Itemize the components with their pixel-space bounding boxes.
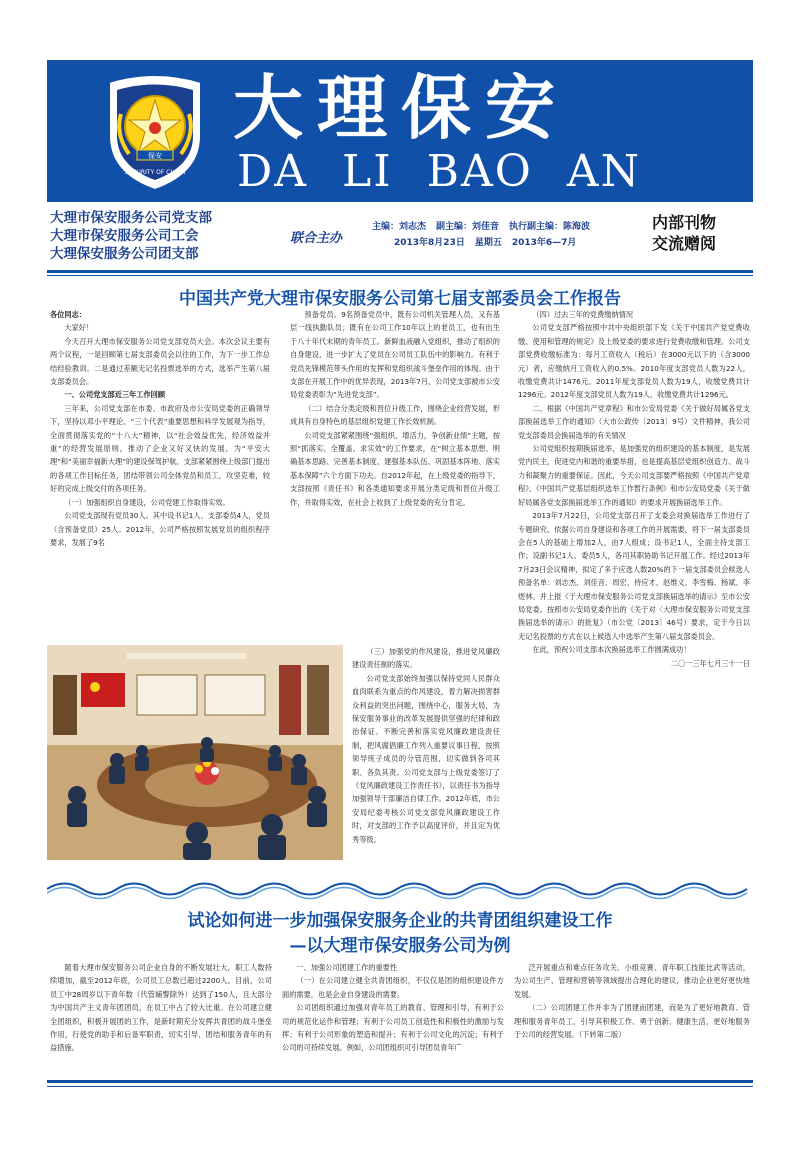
paragraph: （一）加强组织自身建设，公司党建工作取得实效。 (64, 497, 230, 507)
internal-publication: 内部刊物 (652, 213, 717, 232)
internal-notice (652, 212, 716, 254)
article1-column-3 (518, 308, 750, 866)
paragraph: （二）公司团建工作并非为了团建而团建，而是为了更好地教育、管理和服务青年员工，引导其积极工作、勇于创新、健康生活，更好地服务于公司的经营发展。（下转第二版） (514, 1003, 750, 1040)
article1-column-2-top (290, 308, 500, 643)
paragraph: 公司党支部现有党员30人。其中设书记1人、支部委员4人，党员（含预备党员）25人。2012年，公司严格按照发展党员的组织程序要求，发展了9名 (50, 511, 270, 547)
paragraph: 一、公司党支部近三年工作回顾 (64, 390, 166, 400)
masthead-title: 大理保安 (233, 67, 569, 149)
footer-divider (47, 1080, 753, 1083)
paragraph: 大家好！ (64, 323, 94, 333)
paragraph: 公司团组织通过加强对青年员工的教育、管理和引导，有利于公司的规范化运作和管理；有利于公司员工创造性和积极性的激励与发挥；有利于公司形象的塑造和提升；有利于公司文化的沉淀；有利于公司的可持续发展。例如，公司团组织可引导团员青年广 (282, 1003, 504, 1053)
article2-column-3 (514, 961, 750, 1069)
paragraph: 泛开展重点和难点任务攻关、小组竞赛、青年职工技能比武等活动，为公司生产、管理和营销等领域提出合理化的建议，推动企业更好更快地发展。 (514, 963, 750, 999)
exchange-gift: 交流赠阅 (652, 234, 717, 253)
article2-column-1 (50, 961, 272, 1069)
paragraph: （三）加强党的作风建设，推进党风廉政建设责任制的落实。 (352, 647, 500, 670)
paragraph: 随着大理市保安服务公司企业自身的不断发展壮大，职工人数持续增加，截至2012年底，公司员工总数已超过2200人。目前，公司员工中28周岁以下青年数（代管辅警除外）达到了150人，且大部分为中国共产主义青年团团员，在员工中占了较大比重。在公司建立健全团组织，积极开展团的工作，是新时期充分发挥共青团的战斗堡垒作用，行使党的助手和后备军职责，切实引导、团结和服务青年的有益措施。 (50, 963, 272, 1053)
article1-column-1 (50, 308, 270, 640)
paragraph: 二〇一三年七月三十一日 (670, 658, 750, 668)
article2-title: 试论如何进一步加强保安服务企业的共青团组织建设工作 (187, 911, 613, 931)
editorial-credits (372, 219, 632, 251)
issue-period: 2013年6—7月 (511, 238, 577, 248)
paragraph: 预备党员。9名预备党员中，既有公司机关管理人员，又有基层一线执勤队员；既有在公司工作10年以上的老员工，也有出生于八十年代末期的青年员工。新鲜血液融入党组织，推动了组织的自身建设，进一步扩大了党员在公司员工队伍中的影响力。有利于党员先锋模范带头作用的发挥和党组织战斗堡垒作用的体现。由于支部在开展工作中的优异表现，2013年7月，公司党支部被市公安局党委表彰为“先进党支部”。 (290, 310, 500, 400)
article2-column-2 (282, 961, 504, 1069)
paragraph: （二）结合分类定级和晋位升级工作，围绕企业经营发展，形成具有自身特色的基层组织党建工作长效机制。 (290, 403, 500, 427)
paragraph: 公司党组织按期换届选举，是加强党的组织建设的基本制度，是发展党内民主，促进党内和谐的重要举措，也是提高基层党组织创造力、战斗力和凝聚力的重要保证。因此，今天公司支部要严格按照《中国共产党章程》、《中国共产党基层组织选举工作暂行条例》和市公安局党委《关于做好局属各党支部换届选举工作的通知》的要求开展换届选举工作。 (518, 444, 750, 507)
host-youth-league: 大理保安服务公司团支部 (50, 246, 199, 262)
paragraph: 各位同志： (50, 310, 86, 319)
host-organizations (50, 209, 285, 263)
paragraph: 今天召开大理市保安服务公司党支部党员大会。本次会议主要有两个议程，一是回顾第七届支部委员会以往的工作，为下一步工作总结经验教训。二是通过差额无记名投票选举的方式，选举产生第八届支部委员会。 (50, 336, 270, 387)
article1-column-2-bottom (352, 645, 500, 870)
wave-divider-icon (47, 878, 753, 900)
badge-label: 保安 (148, 152, 162, 160)
paragraph: 公司党支部紧紧围绕“强组织、增活力，争创新业绩”主题，按照“抓落实、全覆盖、求实效”的工作要求，在“树立基本思想、明确基本思路、完善基本制度、建强基本队伍、巩固基本阵地、落实基本保障”六个方面下功夫。自2012年起，在上级党委的指导下，支部按照《责任书》和各类通知要求开展分类定级和晋位升级工作，并取得实效，在社会上收到了上级党委的充分肯定。 (290, 430, 500, 507)
host-party-branch: 大理市保安服务公司党支部 (50, 210, 212, 226)
masthead-pinyin: DA LI BAO AN (237, 146, 642, 197)
paragraph: 公司党支部始终加强以保持党同人民群众血肉联系为重点的作风建设，着力解决损害群众利益的突出问题，围绕中心，服务大局，为保安服务事业的改革发展提供坚强的纪律和政治保证。不断完善和落实党风廉政建设责任制，把风腐倡廉工作列入重要议事日程，按照领导班子成员的分管范围，切实做到各司其职、各负其责。公司党支部与上级党委签订了《党风廉政建设工作责任书》，以责任书为指导加强领导干部廉洁自律工作。2012年底，市公安局纪委考核公司党支部党风廉政建设工作时，对支部的工作予以高度评价，并且定为优秀等级。 (352, 673, 500, 844)
joint-host-label: 联合主办 (290, 231, 343, 246)
issue-weekday: 星期五 (474, 238, 502, 248)
deputy-editor: 副主编：刘佳音 (436, 222, 500, 232)
meeting-photo (47, 645, 343, 860)
header-divider (47, 270, 753, 273)
badge-text: SECURITY OF CHINA (124, 169, 186, 176)
security-badge-icon (95, 74, 215, 192)
paragraph: 二、根据《中国共产党章程》和市公安局党委《关于做好局属各党支部换届选举工作的通知》（大市公政传〔2013〕9号）文件精神，我公司党支部委员会换届选举的有关情况 (518, 403, 750, 440)
paragraph: 在此，预祝公司支部本次换届选举工作圆满成功！ (532, 645, 691, 655)
paragraph: 公司党支部严格按照中共中央组织部下发《关于中国共产党党费收缴、使用和管理的规定》及上级党委的要求进行党费收缴和管理。公司支部党费收缴标准为：每月工资收入（税后）在3000元以下的（含3000元）者，应缴纳月工资收入的0.5%。2010年度支部党员人数为22人，收缴党费共计1476元。2011年度支部党员人数为19人，收缴党费共计1296元。2012年度支部党员人数为19人，收缴党费共计1296元。 (518, 323, 750, 400)
footer-divider-thin (47, 1086, 753, 1087)
host-union: 大理市保安服务公司工会 (50, 228, 199, 244)
paragraph: 2013年7月22日，公司党支部召开了支委会对换届选举工作进行了专题研究。依据公司自身建设和各项工作的开展需要，将下一届支部委员会在5人的基础上增加2人，由7人组成；设书记1人，全面主持支部工作；设副书记1人、委员5人，各司其职协助书记开展工作。经过2013年7月23日会议精神，拟定了多于应选人数20%的下一届支部委员会候选人预备名单：刘志杰、刘佳音、周宏、侍应才、赵维义、李雪梅、杨斌、李煜林。并上报《于大理市保安服务公司党支部换届选举的请示》至市公安局党委。按照市公安局党委作出的《关于对〈大理市保安服务公司党支部换届选举的请示〉的批复》（市公党〔2013〕46号）要求，定于今日以无记名投票的方式在以上候选人中选举产生第八届支部委员会。 (518, 511, 750, 641)
editor: 主编：刘志杰 (372, 222, 427, 232)
paragraph: 一、加强公司团建工作的重要性 (296, 963, 398, 972)
paragraph: 三年来，公司党支部在市委、市政府及市公安局党委的正确领导下，坚持以邓小平理论、“三个代表”重要思想和科学发展观为指导，全面贯彻落实党的“十八大”精神，以“社会效益优先，经济效益并重”的经营发展原则，推动了企业又好又快的发展，为“平安大理”和“美丽幸福新大理”的建设保驾护航。支部紧紧围绕上级部门提出的各项工作目标任务，团结带领公司全体党员和员工，攻坚克难，较好的完成上级交付的各项任务。 (50, 403, 270, 494)
exec-deputy-editor: 执行副主编：陈海波 (509, 222, 591, 232)
header-divider-thin (47, 275, 753, 276)
masthead (47, 60, 753, 202)
article1-title: 中国共产党大理市保安服务公司第七届支部委员会工作报告 (179, 289, 621, 309)
paragraph: （一）在公司建立健全共青团组织，不仅仅是团的组织建设件方面的需要，也是企业自身建设的需要。 (282, 976, 504, 999)
issue-date: 2013年8月23日 (394, 238, 465, 248)
paragraph: （四）过去三年的党费缴纳情况 (532, 310, 634, 319)
article2-subtitle: —以大理市保安服务公司为例 (289, 936, 511, 956)
